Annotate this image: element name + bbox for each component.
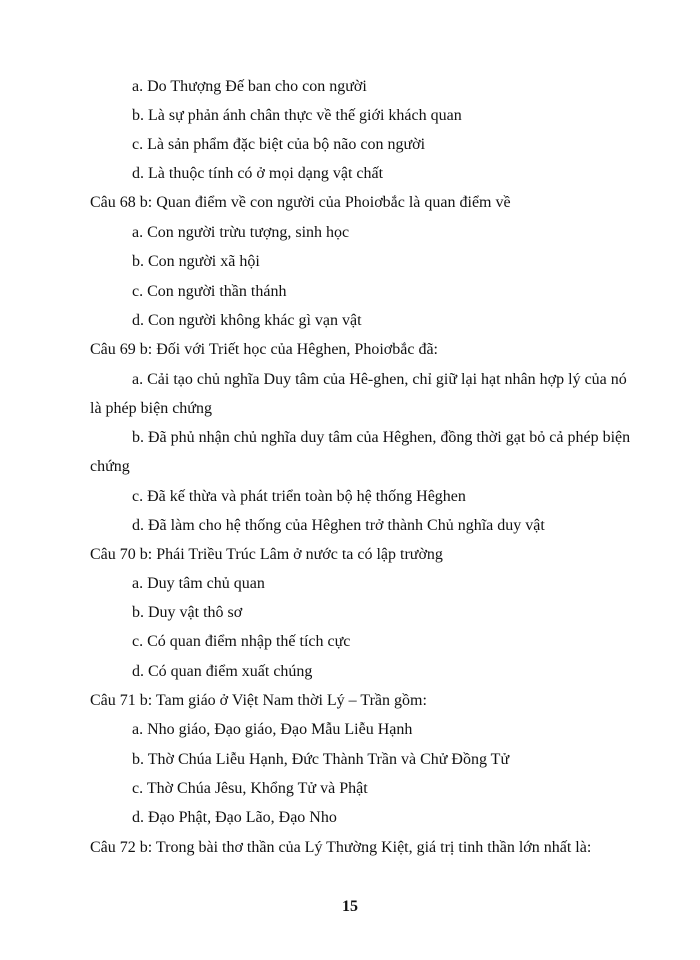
question-heading: Câu 71 b: Tam giáo ở Việt Nam thời Lý – Trần gồm: [90, 692, 427, 709]
answer-option: d. Là thuộc tính có ở mọi dạng vật chất [132, 165, 384, 182]
answer-option: c. Có quan điểm nhập thế tích cực [132, 633, 351, 650]
question-heading: Câu 70 b: Phái Triều Trúc Lâm ở nước ta có lập trường [90, 546, 443, 563]
answer-option: a. Con người trừu tượng, sinh học [132, 224, 350, 241]
question-heading: Câu 69 b: Đối với Triết học của Hêghen, Phoiơbắc đã: [90, 341, 438, 358]
answer-option: a. Nho giáo, Đạo giáo, Đạo Mẫu Liễu Hạnh [132, 721, 413, 738]
answer-option: a. Duy tâm chủ quan [132, 575, 265, 592]
answer-option: b. Thờ Chúa Liễu Hạnh, Đức Thành Trần và Chử Đồng Tử [132, 751, 510, 768]
answer-option: c. Con người thần thánh [132, 283, 287, 300]
answer-option: d. Có quan điểm xuất chúng [132, 663, 313, 680]
answer-continuation: là phép biện chứng [90, 400, 212, 417]
answer-option: c. Đã kế thừa và phát triển toàn bộ hệ thống Hêghen [132, 488, 466, 505]
answer-option: c. Thờ Chúa Jêsu, Khổng Tử và Phật [132, 780, 368, 797]
question-heading: Câu 68 b: Quan điểm về con người của Phoiơbắc là quan điểm về [90, 194, 511, 211]
answer-option: d. Đã làm cho hệ thống của Hêghen trở thành Chủ nghĩa duy vật [132, 517, 545, 534]
answer-option: a. Cải tạo chủ nghĩa Duy tâm của Hê-ghen, chỉ giữ lại hạt nhân hợp lý của nó [132, 371, 627, 388]
answer-option: b. Con người xã hội [132, 253, 260, 270]
answer-option: d. Đạo Phật, Đạo Lão, Đạo Nho [132, 809, 337, 826]
page-number: 15 [342, 898, 358, 915]
answer-option: a. Do Thượng Đế ban cho con người [132, 78, 367, 95]
answer-continuation: chứng [90, 458, 130, 475]
answer-option: c. Là sản phẩm đặc biệt của bộ não con người [132, 136, 426, 153]
answer-option: b. Duy vật thô sơ [132, 604, 243, 621]
answer-option: b. Đã phủ nhận chủ nghĩa duy tâm của Hêghen, đồng thời gạt bỏ cả phép biện [132, 429, 631, 446]
answer-option: d. Con người không khác gì vạn vật [132, 312, 362, 329]
answer-option: b. Là sự phản ánh chân thực về thế giới khách quan [132, 107, 462, 124]
question-heading: Câu 72 b: Trong bài thơ thần của Lý Thường Kiệt, giá trị tinh thần lớn nhất là: [90, 839, 592, 856]
